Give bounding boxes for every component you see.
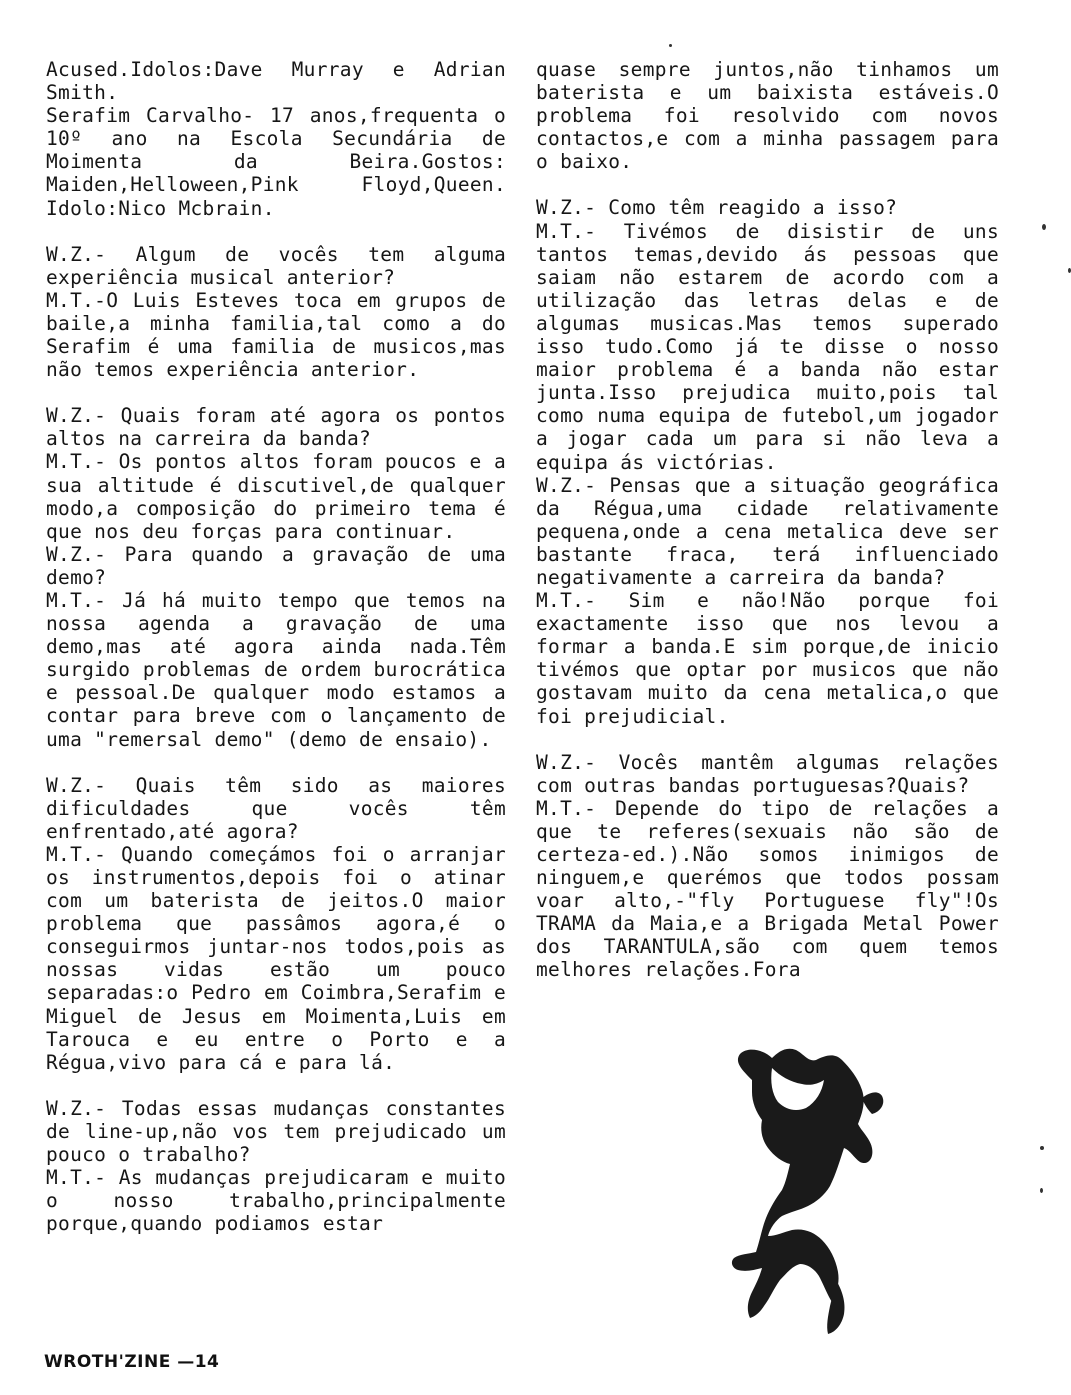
paragraph: quase sempre juntos,não tinhamos um baterista e um baixista estáveis.O problema foi resolvido com novos contactos,e com a minha passagem para o baixo. xyxy=(536,58,999,174)
scan-speck xyxy=(1040,1146,1044,1150)
paragraph: M.T.- Depende do tipo de relações a que te referes(sexuais não são de certeza-ed.).Não somos inimigos de ninguem,e querémos que todos possam voar alto,-"fly Portuguese fly"!Os TRAMA da Maia,e a Brigada Metal Power dos TARANTULA,são com quem temos melhores relações.Fora xyxy=(536,796,999,982)
paragraph: W.Z.- Como têm reagido a isso? xyxy=(536,196,898,220)
paragraph: M.T.- Sim e não!Não porque foi exactamente isso que nos levou a formar a banda.E sim porque,de inicio tivémos que optar por musicos que não gostavam muito da cena metalica,o que foi prejudicial. xyxy=(536,589,999,728)
page-footer: WROTH'ZINE —14 xyxy=(44,1352,220,1372)
paragraph: W.Z.- Vocês mantêm algumas relações com outras bandas portuguesas?Quais? xyxy=(536,750,999,797)
scan-speck xyxy=(1042,224,1046,230)
leaping-figure-silhouette-icon xyxy=(712,1040,892,1340)
paragraph: W.Z.- Todas essas mudanças constantes de line-up,não vos tem prejudicado um pouco o trabalho? xyxy=(46,1096,506,1167)
scan-speck xyxy=(669,44,672,47)
left-column xyxy=(46,58,506,1235)
paragraph: M.T.- As mudanças prejudicaram e muito o nosso trabalho,principalmente porque,quando podiamos estar xyxy=(46,1166,506,1236)
paragraph: M.T.-O Luis Esteves toca em grupos de baile,a minha familia,tal como a do Serafim é uma familia de musicos,mas não temos experiência anterior. xyxy=(46,288,506,382)
paragraph: W.Z.- Quais foram até agora os pontos altos na carreira da banda? xyxy=(46,404,506,451)
right-column xyxy=(536,58,999,982)
paragraph: W.Z.- Para quando a gravação de uma demo? xyxy=(46,542,506,589)
paragraph: Serafim Carvalho- 17 anos,frequenta o 10º ano na Escola Secundária de Moimenta da Beira.Gostos: Maiden,Helloween,Pink Floyd,Queen. Idolo:Nico Mcbrain. xyxy=(46,104,506,220)
paragraph: W.Z.- Pensas que a situação geográfica da Régua,uma cidade relativamente pequena,onde a cena metalica deve ser bastante fraca, terá influenciado negativamente a carreira da banda? xyxy=(536,473,999,589)
paragraph: M.T.- Tivémos de disistir de uns tantos temas,devido ás pessoas que saiam não estarem de acordo com a utilização das letras delas e de algumas musicas.Mas temos superado isso tudo.Como já te disse o nosso maior problema é a banda não estar junta.Isso prejudica muito,pois tal como numa equipa de futebol,um jogador a jogar cada um para si não leva a equipa ás victórias. xyxy=(536,219,999,474)
paragraph: M.T.- Já há muito tempo que temos na nossa agenda a gravação de uma demo,mas até agora ainda nada.Têm surgido problemas de ordem burocrática e pessoal.De qualquer modo estamos a contar para breve com o lançamento de uma "remersal demo" (demo de ensaio). xyxy=(46,588,506,751)
scan-speck xyxy=(1040,1188,1043,1193)
paragraph: Acused.Idolos:Dave Murray e Adrian Smith. xyxy=(46,58,506,105)
paragraph: M.T.- Quando começámos foi o arranjar os instrumentos,depois foi o atinar com um baterista de jeitos.O maior problema que passâmos agora,é o conseguirmos juntar-nos todos,pois as nossas vidas estão um pouco separadas:o Pedro em Coimbra,Serafim e Miguel de Jesus em Moimenta,Luis em Tarouca e eu entre o Porto e a Régua,vivo para cá e para lá. xyxy=(46,842,506,1074)
paragraph: W.Z.- Algum de vocês tem alguma experiência musical anterior? xyxy=(46,242,506,289)
paragraph: M.T.- Os pontos altos foram poucos e a sua altitude é discutivel,de qualquer modo,a composição do primeiro tema é que nos deu forças para continuar. xyxy=(46,450,506,543)
paragraph: W.Z.- Quais têm sido as maiores dificuldades que vocês têm enfrentado,até agora? xyxy=(46,773,506,843)
